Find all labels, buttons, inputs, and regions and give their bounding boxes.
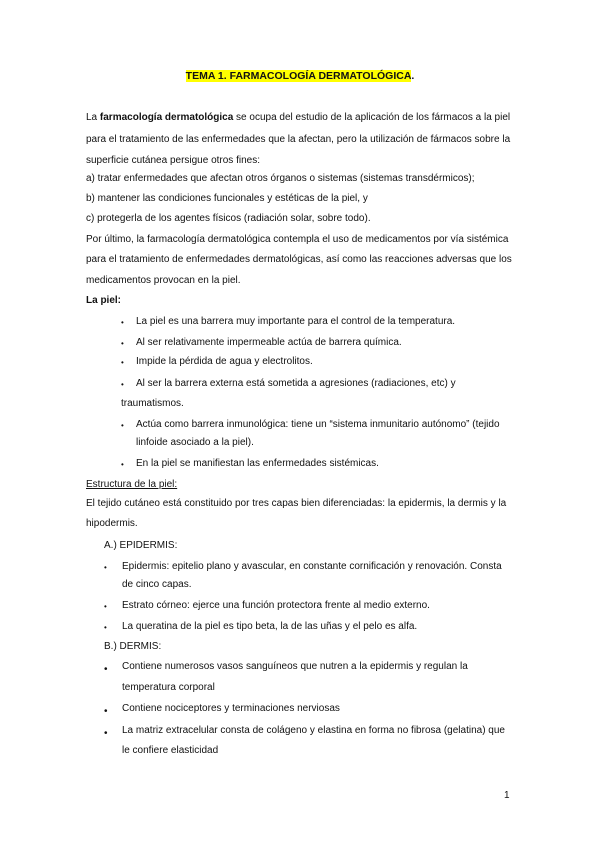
section-heading-piel: La piel: [86, 295, 122, 306]
intro-p2-line-3: medicamentos provocan en la piel. [86, 275, 241, 286]
title-suffix: . [411, 70, 415, 82]
dermis-item-continued: le confiere elasticidad [122, 745, 219, 756]
estructura-line-1: El tejido cutáneo está constituido por tres capas bien diferenciadas: la epidermis, la dermis y la [86, 498, 507, 509]
dermis-item: La matriz extracelular consta de colágeno y elastina en forma no fibrosa (gelatina) que [122, 725, 505, 736]
page-title [0, 70, 600, 82]
epidermis-item: Estrato córneo: ejerce una función protectora frente al medio externo. [122, 600, 430, 611]
intro-line-2: para el tratamiento de las enfermedades que la afectan, pero la utilización de fármacos sobre la [86, 134, 511, 145]
bullet-icon: • [104, 664, 108, 675]
piel-item-continued: traumatismos. [121, 398, 184, 409]
bullet-icon: • [121, 380, 124, 389]
piel-item: Al ser la barrera externa está sometida a agresiones (radiaciones, etc) y [136, 378, 456, 389]
intro-item-c: c) protegerla de los agentes físicos (radiación solar, sobre todo). [86, 213, 371, 224]
bullet-icon: • [104, 602, 107, 611]
intro-item-b: b) mantener las condiciones funcionales y estéticas de la piel, y [86, 193, 368, 204]
bullet-icon: • [121, 358, 124, 367]
intro-text: se ocupa del estudio de la aplicación de los fármacos a la piel [233, 112, 511, 123]
dermis-item-continued: temperatura corporal [122, 682, 215, 693]
bullet-icon: • [121, 318, 124, 327]
epidermis-item-continued: de cinco capas. [122, 579, 192, 590]
intro-p2-line-1: Por último, la farmacología dermatológica contempla el uso de medicamentos por vía sistémica [86, 234, 509, 245]
epidermis-item: Epidermis: epitelio plano y avascular, en constante cornificación y renovación. Consta [122, 561, 502, 572]
bullet-icon: • [104, 563, 107, 572]
epidermis-item: La queratina de la piel es tipo beta, la de las uñas y el pelo es alfa. [122, 621, 418, 632]
section-heading-estructura: Estructura de la piel: [86, 479, 178, 490]
piel-item: Impide la pérdida de agua y electrolitos. [136, 356, 313, 367]
bullet-icon: • [104, 623, 107, 632]
intro-line-3: superficie cutánea persigue otros fines: [86, 155, 260, 166]
piel-item: En la piel se manifiestan las enfermedades sistémicas. [136, 458, 379, 469]
epidermis-heading: A.) EPIDERMIS: [104, 540, 178, 551]
bullet-icon: • [121, 460, 124, 469]
bullet-icon: • [104, 728, 108, 739]
intro-p2-line-2: para el tratamiento de enfermedades dermatológicas, así como las reacciones adversas que los [86, 254, 512, 265]
dermis-heading: B.) DERMIS: [104, 641, 162, 652]
intro-item-a: a) tratar enfermedades que afectan otros órganos o sistemas (sistemas transdérmicos); [86, 173, 475, 184]
bullet-icon: • [104, 706, 108, 717]
bullet-icon: • [121, 339, 124, 348]
intro-bold-term: farmacología dermatológica [99, 112, 234, 123]
intro-text: La [86, 112, 100, 123]
intro-line-1 [86, 111, 514, 125]
estructura-line-2: hipodermis. [86, 518, 138, 529]
piel-item: La piel es una barrera muy importante para el control de la temperatura. [136, 316, 456, 327]
bullet-icon: • [121, 421, 124, 430]
piel-item: Actúa como barrera inmunológica: tiene un “sistema inmunitario autónomo” (tejido [136, 419, 500, 430]
dermis-item: Contiene nociceptores y terminaciones nerviosas [122, 703, 340, 714]
title-highlight: TEMA 1. FARMACOLOGÍA DERMATOLÓGICA [185, 70, 412, 82]
page-number: 1 [504, 790, 510, 801]
piel-item-continued: linfoide asociado a la piel). [136, 437, 254, 448]
piel-item: Al ser relativamente impermeable actúa de barrera química. [136, 337, 402, 348]
dermis-item: Contiene numerosos vasos sanguíneos que nutren a la epidermis y regulan la [122, 661, 468, 672]
